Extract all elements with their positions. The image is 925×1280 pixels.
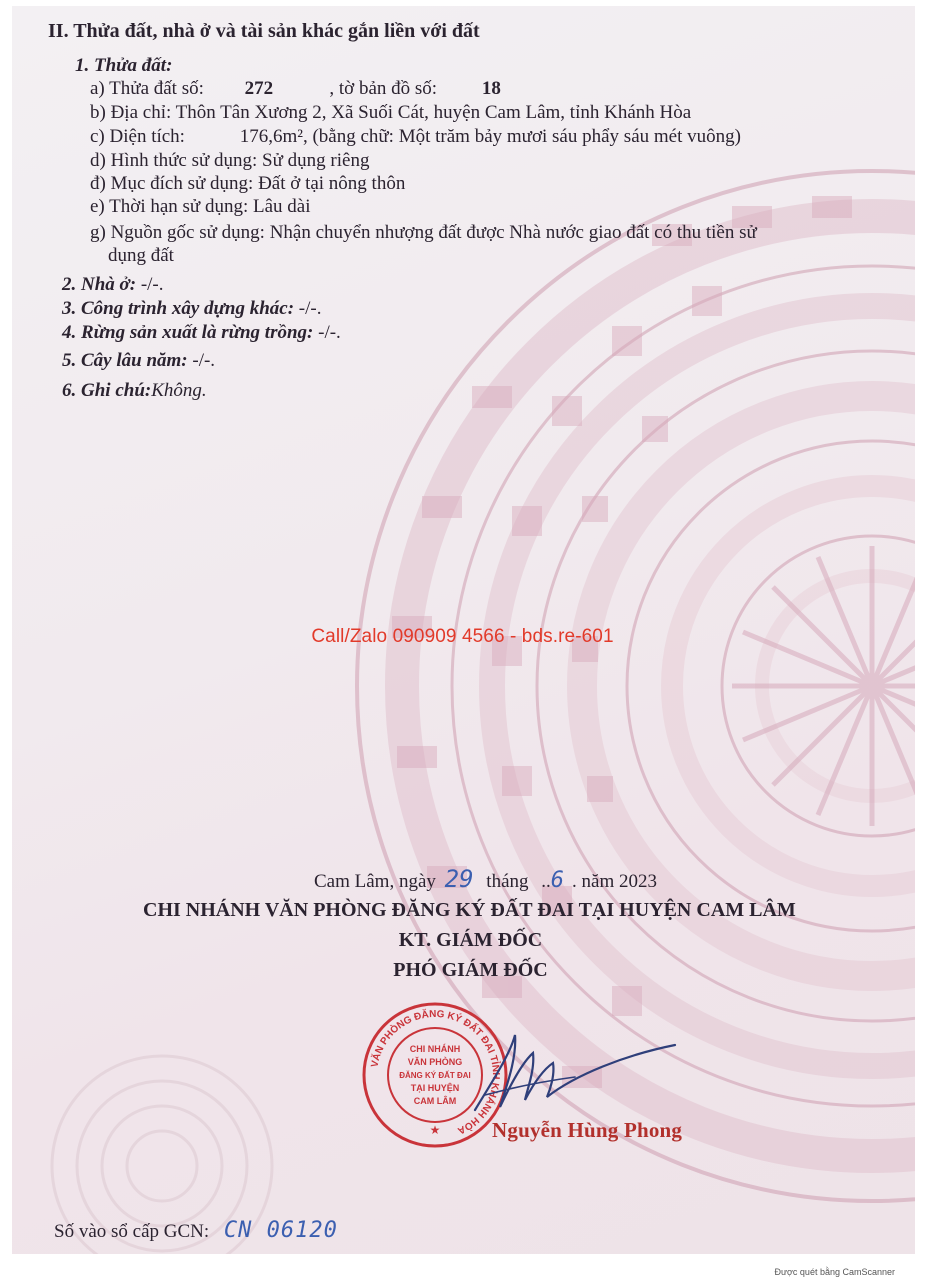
date-day: 29 [444, 865, 474, 893]
forest-value: -/-. [313, 322, 341, 343]
note-item [62, 380, 207, 402]
usage-form-line: d) Hình thức sử dụng: Sử dụng riêng [90, 150, 370, 171]
house-item [62, 274, 164, 296]
forest-item [62, 322, 341, 344]
stamp-line-5: CAM LÂM [413, 1096, 457, 1106]
stamp-line-4: TẠI HUYỆN [410, 1083, 460, 1093]
handwritten-signature [455, 1015, 685, 1125]
stamp-line-2: VĂN PHÒNG [407, 1057, 463, 1067]
deputy-director: PHÓ GIÁM ĐỐC [393, 959, 548, 981]
section-title: II. Thửa đất, nhà ở và tài sản khác gắn liền với đất [48, 20, 480, 42]
map-sheet-number: 18 [481, 78, 501, 99]
contact-watermark: Call/Zalo 090909 4566 - bds.re-601 [311, 626, 614, 647]
land-heading: 1. Thửa đất: [75, 55, 173, 76]
area-line [90, 126, 741, 148]
construction-value: -/-. [294, 298, 322, 319]
parcel-line [90, 78, 501, 100]
note-value: Không. [151, 380, 207, 401]
perennial-label: 5. Cây lâu năm: [62, 350, 188, 371]
construction-item [62, 298, 321, 320]
origin-line-2: dụng đất [108, 245, 174, 266]
note-label: 6. Ghi chú: [62, 380, 152, 401]
parcel-label: a) Thửa đất số: [90, 78, 204, 99]
house-label: 2. Nhà ở: [62, 274, 137, 295]
area-label: c) Diện tích: [90, 126, 185, 147]
signer-name: Nguyễn Hùng Phong [492, 1118, 683, 1142]
construction-label: 3. Công trình xây dựng khác: [62, 298, 295, 319]
origin-line-1: g) Nguồn gốc sử dụng: Nhận chuyển nhượng đất được Nhà nước giao đất có thu tiền sử [90, 222, 757, 243]
map-sheet-label: , tờ bản đồ số: [329, 78, 438, 99]
scanner-credit: Được quét bằng CamScanner [774, 1267, 895, 1277]
area-value: 176,6m², (bằng chữ: Một trăm bảy mươi sáu phẩy sáu mét vuông) [239, 126, 741, 147]
gcn-number: CN 06120 [223, 1218, 338, 1243]
parcel-number: 272 [244, 78, 274, 99]
stamp-line-3: ĐĂNG KÝ ĐẤT ĐAI [399, 1071, 471, 1080]
stamp-line-1: CHI NHÁNH [409, 1044, 461, 1054]
office-name: CHI NHÁNH VĂN PHÒNG ĐĂNG KÝ ĐẤT ĐAI TẠI HUYỆN CAM LÂM [143, 899, 796, 921]
date-year: năm 2023 [581, 871, 657, 892]
kt-director: KT. GIÁM ĐỐC [398, 929, 543, 951]
gcn-line [54, 1220, 338, 1243]
perennial-value: -/-. [187, 350, 216, 371]
gcn-label: Số vào sổ cấp GCN: [54, 1221, 210, 1242]
forest-label: 4. Rừng sản xuất là rừng trồng: [62, 322, 314, 343]
usage-purpose-line: đ) Mục đích sử dụng: Đất ở tại nông thôn [90, 173, 406, 194]
usage-term-line: e) Thời hạn sử dụng: Lâu dài [90, 196, 311, 217]
perennial-item [62, 350, 215, 372]
date-prefix: Cam Lâm, ngày [314, 871, 436, 892]
stamp-ring-text: VĂN PHÒNG ĐĂNG KÝ ĐẤT ĐAI TỈNH KHÁNH HÒA [369, 1008, 502, 1136]
date-month-label: tháng [486, 871, 529, 892]
address-line: b) Địa chỉ: Thôn Tân Xương 2, Xã Suối Cát, huyện Cam Lâm, tỉnh Khánh Hòa [90, 102, 692, 123]
issue-date-line: Cam Lâm, ngày 29 tháng ..6 . năm 2023 [314, 865, 657, 893]
house-value: -/-. [136, 274, 164, 295]
stamp-star-icon: ★ [429, 1123, 441, 1137]
date-month: 6 [550, 868, 565, 893]
